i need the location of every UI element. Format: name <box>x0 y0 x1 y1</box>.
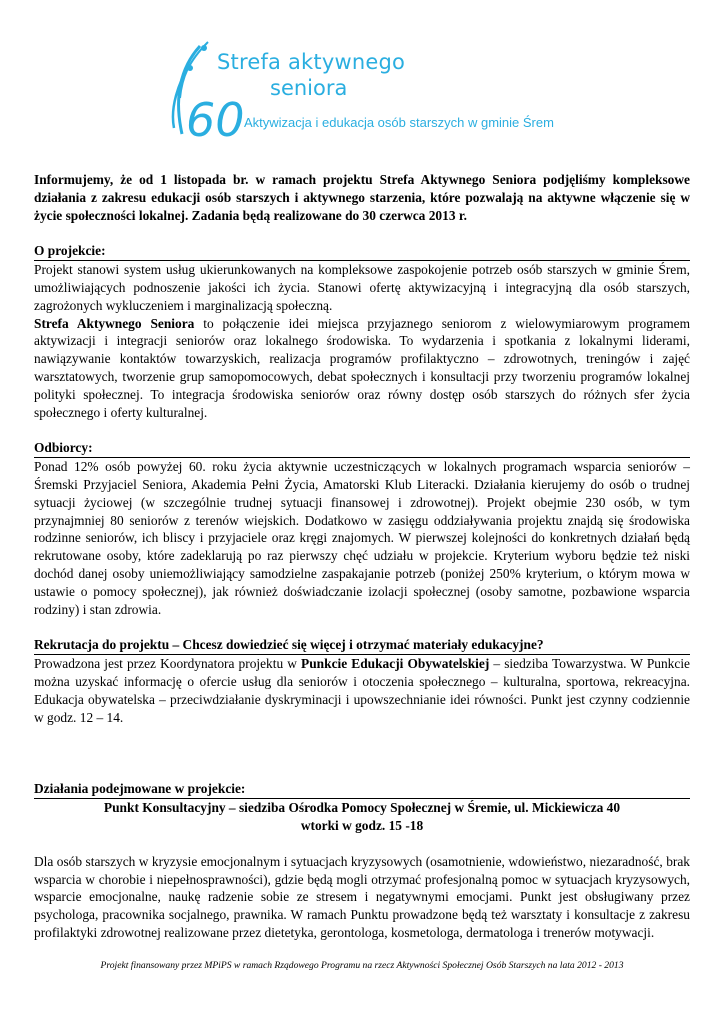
about-paragraph-2-text: to połączenie idei miejsca przyjaznego seniorom z wielowymiarowym programem aktywizacji i integracji seniorów oraz lokalnego środowiska. To wydarzenia i spotkania z lokalnymi liderami, nawiązywanie kontaktów towarzyskich, realizacja programów profilaktyczno – zdrowotnych, treningów i zajęć warsztatowych, tworzenie grup samopomocowych, debat społecznych i konsultacji przy tworzeniu programów lokalnej polityki społecznej. To integracja środowiska seniorów oraz równy dostęp osób starszych do różnych sfer życia społecznego i oferty kulturalnej. <box>34 315 691 420</box>
recruitment-text-b: – siedziba Towarzystwa. W Punkcie można uzyskać informację o ofercie usług dla seniorów i otoczenia społecznego – kulturalna, sportowa, rekreacyjna. Edukacja obywatelska – przeciwdziałanie dyskryminacji i upowszechnianie idei równości. Punkt jest czynny codziennie w godz. 12 – 14. <box>34 656 690 725</box>
logo-subtitle: seniora <box>270 76 348 100</box>
activities-center-line-1: Punkt Konsultacyjny – siedziba Ośrodka Pomocy Społecznej w Śremie, ul. Mickiewicza 40 <box>103 800 621 816</box>
activities-paragraph: Dla osób starszych w kryzysie emocjonalnym i sytuacjach kryzysowych (osamotnienie, wdowieństwo, niezaradność, brak wsparcia w chorobie i niepełnosprawności), gdzie będą mogli otrzymać profesjonalną pomoc w sytuacjach kryzysowych, wsparcie emocjonalne, naukę radzenie sobie ze stresem i negatywnymi emocjami. Punkt jest obsługiwany przez psychologa, pracownika socjalnego, prawnika. W ramach Punktu prowadzone będą też warsztaty i konsultacje z zakresu profilaktyki zdrowotnej realizowane przez dietetyka, gerontologa, kosmetologa, dermatologa i trenerów motywacji. <box>34 853 690 940</box>
document-body <box>34 171 690 942</box>
logo-tagline: Aktywizacja i edukacja osób starszych w gminie Śrem <box>244 115 554 130</box>
activities-center-line-2: wtorki w godz. 15 -18 <box>300 817 424 833</box>
activities-heading: Działania podejmowane w projekcie: <box>34 780 690 799</box>
recipients-heading: Odbiorcy: <box>34 439 690 458</box>
logo <box>160 38 560 142</box>
recruitment-bold: Punkcie Edukacji Obywatelskiej <box>301 656 490 672</box>
recruitment-text-a: Prowadzona jest przez Koordynatora projektu w <box>34 656 302 672</box>
about-heading: O projekcie: <box>34 242 690 261</box>
about-paragraph-1: Projekt stanowi system usług ukierunkowanych na kompleksowe zaspokojenie potrzeb osób starszych w gminie Śrem, umożliwiających podnoszenie jakości ich życia. Stanowi ofertę aktywizacyjną i integracyjną dla osób starszych, zagrożonych wykluczeniem i marginalizacją społeczną. <box>34 262 690 313</box>
about-bold-name: Strefa Aktywnego Seniora <box>34 315 195 331</box>
recipients-paragraph: Ponad 12% osób powyżej 60. roku życia aktywnie uczestniczących w lokalnych programach wsparcia seniorów – Śremski Przyjaciel Seniora, Akademia Pełni Życia, Amatorski Klub Literacki. Działania kierujemy do osób o trudnej sytuacji życiowej (w szczególnie trudnej sytuacji finansowej i zdrowotnej). Projekt obejmie 230 osób, w tym przynajmniej 80 seniorów z terenów wiejskich. Dodatkowo w zasięgu oddziaływania projektu znajdą się środowiska rodzinne seniorów, ich bliscy i przyjaciele oraz kręgi znajomych. W pierwszej kolejności do konkretnych działań będą rekrutowane osoby, które zadeklarują po raz pierwszy chęć udziału w projekcie. Kryterium wyboru będzie też niski dochód danej osoby uniemożliwiający samodzielne zaspakajanie potrzeb (poniżej 250% kryterium, o którym mowa w ustawie o pomocy społecznej), jak również doświadczanie izolacji społecznej (osoby samotne, pozbawione wsparcia rodziny) i stan zdrowia. <box>34 459 690 617</box>
footer-note: Projekt finansowany przez MPiPS w ramach Rządowego Programu na rzecz Aktywności Społecznej Osób Starszych na lata 2012 - 2013 <box>100 960 624 971</box>
logo-number: 60 <box>186 93 245 142</box>
logo-title: Strefa aktywnego <box>217 50 406 74</box>
recruitment-heading: Rekrutacja do projektu – Chcesz dowiedzieć się więcej i otrzymać materiały edukacyjne? <box>34 636 690 655</box>
about-paragraph-2 <box>34 315 690 422</box>
recruitment-paragraph <box>34 655 690 726</box>
intro-paragraph: Informujemy, że od 1 listopada br. w ramach projektu Strefa Aktywnego Seniora podjęliśmy kompleksowe działania z zakresu edukacji osób starszych i aktywnego starzenia, które pozwalają na aktywne włączenie się w życie społeczności lokalnej. Zadania będą realizowane do 30 czerwca 2013 r. <box>34 172 690 223</box>
